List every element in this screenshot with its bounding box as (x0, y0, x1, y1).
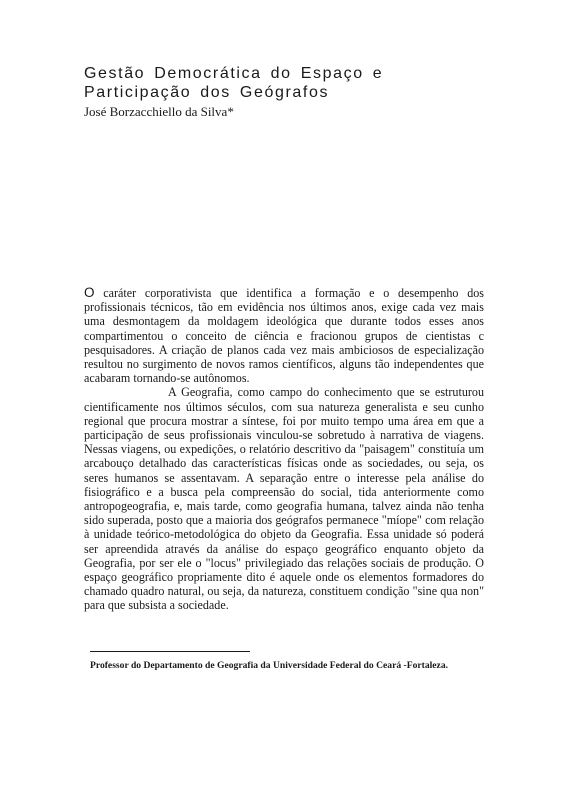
article-body (84, 286, 484, 613)
article-title (84, 64, 484, 102)
author-name: José Borzacchiello da Silva* (84, 104, 234, 119)
footnote: Professor do Departamento de Geografia da Universidade Federal do Ceará -Fortaleza. (90, 660, 449, 671)
paragraph-1 (84, 286, 484, 385)
paragraph-2: A Geografia, como campo do conhecimento que se estruturou cientificamente nos últimos séculos, com sua natureza generalista e seu cunho regional que procura mostrar a síntese, foi por muito tempo uma área em que a participação de seus profissionais vinculou-se sobretudo à narrativa de viagens. Nessas viagens, ou expedições, o relatório descritivo da "paisagem" constituía um arcabouço detalhado das características físicas onde as sociedades, ou seja, os seres humanos se assentavam. A separação entre o interesse pela análise do fisiográfico e a busca pela compreensão do social, tida anteriormente como antropogeografia, e, mais tarde, como geografia humana, talvez ainda não tenha sido superada, posto que a maioria dos geógrafos permanece "míope" com relação à unidade teórico-metodológica do objeto da Geografia. Essa unidade só poderá ser apreendida através da análise do espaço geográfico enquanto objeto da Geografia, por ser ele o "locus" privilegiado das relações sociais de produção. O espaço geográfico propriamente dito é aquele onde os elementos formadores do chamado quadro natural, ou seja, da natureza, constituem condição "sine qua non" para que subsista a sociedade. (84, 385, 484, 613)
paragraph-1-text: caráter corporativista que identifica a formação e o desempenho dos profissionais técnicos, tão em evidência nos últimos anos, exige cada vez mais uma desmontagem da moldagem ideológica que durante todos esses anos compartimentou o conceito de ciência e fracionou grupos de cientistas c pesquisadores. A criação de planos cada vez mais ambiciosos de especialização resultou no surgimento de novos ramos científicos, alguns tão independentes que acabaram tornando-se autônomos. (84, 286, 484, 386)
initial-letter: O (84, 285, 95, 300)
title-line-1: Gestão Democrática do Espaço e (84, 65, 384, 82)
title-line-2: Participação dos Geógrafos (84, 84, 330, 101)
footnote-divider (90, 651, 250, 652)
